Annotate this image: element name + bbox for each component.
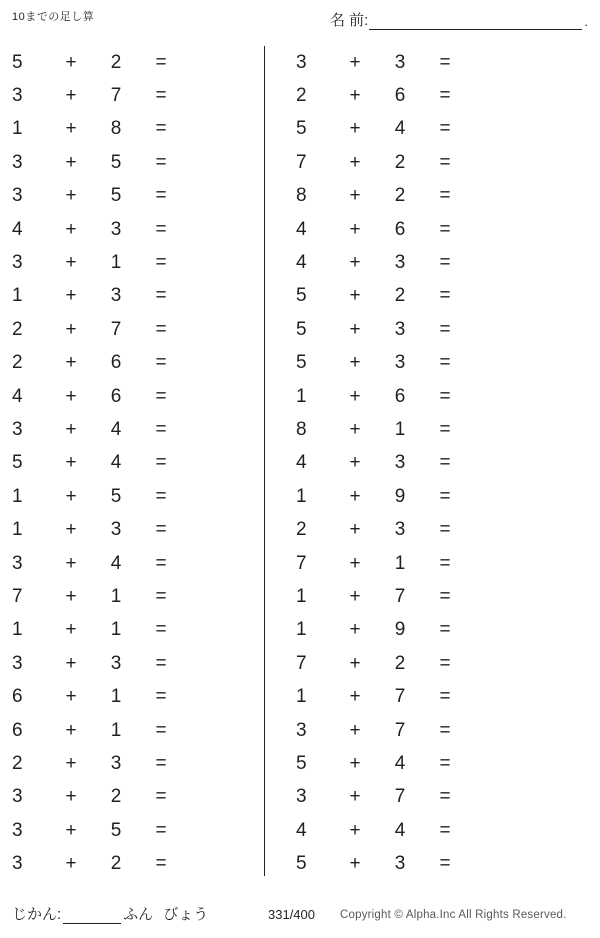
name-field-area: [330, 6, 588, 30]
problem-row: [8, 647, 258, 680]
page-title: 10までの足し算: [12, 11, 95, 23]
plus-icon: +: [65, 218, 77, 240]
problem-row: [292, 747, 542, 780]
operand-b: 3: [394, 318, 406, 340]
operand-b: 7: [110, 85, 122, 107]
operand-a: 5: [296, 318, 307, 340]
problem-row: [292, 347, 542, 380]
plus-icon: +: [65, 352, 77, 374]
operand-a: 8: [296, 185, 307, 207]
problem-row: [8, 747, 258, 780]
operand-a: 3: [12, 853, 23, 875]
operand-b: 3: [394, 252, 406, 274]
problem-row: [8, 513, 258, 546]
operand-b: 3: [394, 352, 406, 374]
operand-b: 3: [394, 51, 406, 73]
problem-row: [292, 580, 542, 613]
operand-a: 3: [296, 719, 307, 741]
equals-icon: =: [439, 719, 451, 741]
problem-row: [8, 680, 258, 713]
equals-icon: =: [155, 519, 167, 541]
plus-icon: +: [349, 819, 361, 841]
operand-a: 3: [12, 552, 23, 574]
plus-icon: +: [349, 51, 361, 73]
equals-icon: =: [439, 452, 451, 474]
plus-icon: +: [349, 652, 361, 674]
operand-b: 6: [394, 218, 406, 240]
operand-a: 7: [296, 151, 307, 173]
plus-icon: +: [65, 686, 77, 708]
operand-a: 3: [12, 819, 23, 841]
operand-b: 1: [110, 619, 122, 641]
equals-icon: =: [155, 418, 167, 440]
operand-b: 2: [394, 185, 406, 207]
operand-b: 2: [394, 652, 406, 674]
operand-b: 3: [110, 752, 122, 774]
problem-row: [8, 413, 258, 446]
operand-b: 2: [110, 853, 122, 875]
problem-row: [8, 781, 258, 814]
page-count: 331/400: [268, 907, 315, 922]
equals-icon: =: [155, 352, 167, 374]
problem-column-left: [8, 46, 258, 881]
operand-b: 3: [110, 285, 122, 307]
problem-row: [8, 480, 258, 513]
plus-icon: +: [65, 118, 77, 140]
plus-icon: +: [349, 318, 361, 340]
problem-row: [8, 614, 258, 647]
problem-row: [292, 847, 542, 880]
problem-row: [8, 847, 258, 880]
equals-icon: =: [439, 519, 451, 541]
plus-icon: +: [65, 318, 77, 340]
operand-b: 1: [110, 585, 122, 607]
equals-icon: =: [439, 552, 451, 574]
plus-icon: +: [349, 619, 361, 641]
operand-b: 1: [110, 686, 122, 708]
operand-a: 1: [12, 519, 23, 541]
problem-row: [8, 547, 258, 580]
operand-a: 2: [12, 352, 23, 374]
problem-row: [292, 781, 542, 814]
plus-icon: +: [349, 218, 361, 240]
operand-a: 8: [296, 418, 307, 440]
operand-b: 4: [394, 819, 406, 841]
operand-b: 5: [110, 819, 122, 841]
problem-row: [8, 246, 258, 279]
plus-icon: +: [65, 552, 77, 574]
plus-icon: +: [349, 485, 361, 507]
problem-columns: [0, 46, 600, 886]
operand-a: 1: [12, 485, 23, 507]
equals-icon: =: [155, 752, 167, 774]
equals-icon: =: [439, 318, 451, 340]
operand-b: 7: [110, 318, 122, 340]
problem-row: [8, 113, 258, 146]
plus-icon: +: [349, 752, 361, 774]
operand-a: 3: [12, 185, 23, 207]
plus-icon: +: [65, 252, 77, 274]
problem-row: [292, 447, 542, 480]
plus-icon: +: [349, 285, 361, 307]
plus-icon: +: [349, 519, 361, 541]
operand-a: 5: [296, 853, 307, 875]
plus-icon: +: [65, 752, 77, 774]
equals-icon: =: [439, 853, 451, 875]
operand-b: 4: [110, 552, 122, 574]
time-unit-minutes: ふん: [123, 906, 154, 923]
operand-a: 7: [296, 652, 307, 674]
equals-icon: =: [155, 652, 167, 674]
plus-icon: +: [65, 786, 77, 808]
operand-a: 2: [12, 752, 23, 774]
plus-icon: +: [65, 452, 77, 474]
plus-icon: +: [65, 853, 77, 875]
problem-row: [8, 46, 258, 79]
equals-icon: =: [439, 819, 451, 841]
time-entry-area: [12, 907, 208, 924]
problem-row: [292, 614, 542, 647]
operand-b: 6: [394, 85, 406, 107]
operand-b: 8: [110, 118, 122, 140]
equals-icon: =: [155, 385, 167, 407]
operand-b: 1: [110, 719, 122, 741]
equals-icon: =: [155, 619, 167, 641]
operand-b: 3: [110, 519, 122, 541]
equals-icon: =: [155, 318, 167, 340]
problem-row: [292, 413, 542, 446]
equals-icon: =: [155, 819, 167, 841]
equals-icon: =: [439, 619, 451, 641]
equals-icon: =: [155, 51, 167, 73]
operand-a: 5: [296, 752, 307, 774]
problem-row: [292, 46, 542, 79]
problem-row: [292, 647, 542, 680]
worksheet-footer: [0, 892, 600, 938]
operand-a: 6: [12, 719, 23, 741]
worksheet-header: [0, 0, 600, 40]
operand-b: 6: [110, 385, 122, 407]
problem-column-right: [292, 46, 542, 881]
operand-b: 5: [110, 151, 122, 173]
operand-a: 2: [296, 85, 307, 107]
plus-icon: +: [65, 51, 77, 73]
equals-icon: =: [155, 185, 167, 207]
operand-b: 1: [110, 252, 122, 274]
equals-icon: =: [439, 151, 451, 173]
plus-icon: +: [349, 585, 361, 607]
plus-icon: +: [349, 118, 361, 140]
equals-icon: =: [439, 752, 451, 774]
operand-a: 6: [12, 686, 23, 708]
equals-icon: =: [155, 85, 167, 107]
plus-icon: +: [65, 85, 77, 107]
operand-a: 3: [12, 786, 23, 808]
equals-icon: =: [155, 218, 167, 240]
problem-row: [292, 79, 542, 112]
plus-icon: +: [349, 385, 361, 407]
operand-a: 4: [12, 218, 23, 240]
problem-row: [292, 180, 542, 213]
problem-row: [292, 513, 542, 546]
problem-row: [8, 814, 258, 847]
name-input[interactable]: [369, 12, 582, 30]
plus-icon: +: [349, 686, 361, 708]
plus-icon: +: [349, 786, 361, 808]
problem-row: [8, 380, 258, 413]
name-end-dot: .: [584, 14, 588, 29]
time-label: じかん:: [12, 906, 62, 923]
problem-row: [292, 280, 542, 313]
time-minutes-input[interactable]: [63, 907, 121, 924]
operand-b: 2: [394, 285, 406, 307]
time-unit-seconds: びょう: [163, 906, 209, 923]
operand-a: 5: [12, 51, 23, 73]
problem-row: [8, 313, 258, 346]
operand-b: 7: [394, 686, 406, 708]
equals-icon: =: [439, 51, 451, 73]
equals-icon: =: [439, 185, 451, 207]
equals-icon: =: [439, 686, 451, 708]
equals-icon: =: [439, 252, 451, 274]
operand-a: 4: [296, 452, 307, 474]
plus-icon: +: [65, 185, 77, 207]
operand-a: 5: [12, 452, 23, 474]
equals-icon: =: [439, 118, 451, 140]
equals-icon: =: [439, 786, 451, 808]
equals-icon: =: [155, 485, 167, 507]
operand-a: 2: [296, 519, 307, 541]
operand-a: 4: [296, 218, 307, 240]
operand-a: 1: [296, 585, 307, 607]
plus-icon: +: [349, 85, 361, 107]
problem-row: [292, 380, 542, 413]
problem-row: [292, 313, 542, 346]
plus-icon: +: [65, 652, 77, 674]
operand-a: 2: [12, 318, 23, 340]
operand-b: 5: [110, 485, 122, 507]
operand-a: 1: [12, 285, 23, 307]
plus-icon: +: [349, 352, 361, 374]
problem-row: [8, 280, 258, 313]
plus-icon: +: [65, 619, 77, 641]
plus-icon: +: [65, 519, 77, 541]
operand-b: 6: [110, 352, 122, 374]
equals-icon: =: [439, 85, 451, 107]
problem-row: [8, 447, 258, 480]
plus-icon: +: [349, 853, 361, 875]
operand-a: 3: [296, 51, 307, 73]
operand-b: 3: [394, 519, 406, 541]
equals-icon: =: [439, 285, 451, 307]
equals-icon: =: [155, 853, 167, 875]
plus-icon: +: [65, 385, 77, 407]
problem-row: [292, 246, 542, 279]
equals-icon: =: [155, 585, 167, 607]
operand-b: 3: [394, 853, 406, 875]
problem-row: [292, 547, 542, 580]
operand-a: 1: [296, 686, 307, 708]
operand-b: 7: [394, 719, 406, 741]
operand-b: 1: [394, 418, 406, 440]
problem-row: [292, 480, 542, 513]
operand-a: 1: [296, 385, 307, 407]
plus-icon: +: [65, 285, 77, 307]
problem-row: [8, 714, 258, 747]
plus-icon: +: [65, 151, 77, 173]
operand-a: 3: [12, 85, 23, 107]
equals-icon: =: [439, 485, 451, 507]
operand-b: 1: [394, 552, 406, 574]
operand-a: 5: [296, 118, 307, 140]
operand-b: 4: [394, 752, 406, 774]
problem-row: [292, 680, 542, 713]
equals-icon: =: [439, 218, 451, 240]
operand-b: 3: [110, 652, 122, 674]
plus-icon: +: [349, 418, 361, 440]
problem-row: [292, 714, 542, 747]
operand-b: 9: [394, 619, 406, 641]
equals-icon: =: [155, 285, 167, 307]
plus-icon: +: [349, 552, 361, 574]
operand-a: 3: [296, 786, 307, 808]
operand-a: 1: [296, 485, 307, 507]
plus-icon: +: [65, 585, 77, 607]
equals-icon: =: [155, 452, 167, 474]
operand-a: 7: [296, 552, 307, 574]
operand-a: 4: [296, 252, 307, 274]
problem-row: [8, 146, 258, 179]
equals-icon: =: [439, 418, 451, 440]
plus-icon: +: [65, 418, 77, 440]
operand-a: 5: [296, 352, 307, 374]
operand-b: 6: [394, 385, 406, 407]
operand-a: 1: [12, 118, 23, 140]
plus-icon: +: [349, 452, 361, 474]
equals-icon: =: [439, 352, 451, 374]
operand-a: 3: [12, 418, 23, 440]
operand-a: 1: [296, 619, 307, 641]
equals-icon: =: [155, 719, 167, 741]
equals-icon: =: [155, 118, 167, 140]
operand-b: 2: [110, 786, 122, 808]
problem-row: [8, 213, 258, 246]
name-label: 名 前:: [330, 12, 369, 29]
operand-b: 4: [110, 452, 122, 474]
equals-icon: =: [439, 385, 451, 407]
equals-icon: =: [155, 786, 167, 808]
equals-icon: =: [155, 252, 167, 274]
problem-row: [8, 79, 258, 112]
operand-b: 5: [110, 185, 122, 207]
problem-row: [8, 180, 258, 213]
operand-b: 3: [110, 218, 122, 240]
problem-row: [292, 213, 542, 246]
copyright-notice: Copyright © Alpha.Inc All Rights Reserved.: [340, 909, 567, 921]
equals-icon: =: [155, 686, 167, 708]
operand-b: 3: [394, 452, 406, 474]
equals-icon: =: [439, 585, 451, 607]
operand-a: 5: [296, 285, 307, 307]
operand-b: 7: [394, 585, 406, 607]
operand-a: 4: [296, 819, 307, 841]
operand-b: 2: [110, 51, 122, 73]
operand-a: 4: [12, 385, 23, 407]
operand-b: 7: [394, 786, 406, 808]
operand-a: 7: [12, 585, 23, 607]
plus-icon: +: [65, 719, 77, 741]
operand-a: 1: [12, 619, 23, 641]
operand-b: 9: [394, 485, 406, 507]
problem-row: [8, 347, 258, 380]
operand-b: 4: [110, 418, 122, 440]
column-divider: [264, 46, 265, 876]
plus-icon: +: [65, 819, 77, 841]
operand-a: 3: [12, 151, 23, 173]
plus-icon: +: [349, 719, 361, 741]
plus-icon: +: [65, 485, 77, 507]
problem-row: [8, 580, 258, 613]
problem-row: [292, 814, 542, 847]
plus-icon: +: [349, 185, 361, 207]
equals-icon: =: [155, 151, 167, 173]
operand-a: 3: [12, 252, 23, 274]
problem-row: [292, 113, 542, 146]
operand-b: 4: [394, 118, 406, 140]
operand-a: 3: [12, 652, 23, 674]
plus-icon: +: [349, 252, 361, 274]
operand-b: 2: [394, 151, 406, 173]
equals-icon: =: [155, 552, 167, 574]
plus-icon: +: [349, 151, 361, 173]
problem-row: [292, 146, 542, 179]
equals-icon: =: [439, 652, 451, 674]
